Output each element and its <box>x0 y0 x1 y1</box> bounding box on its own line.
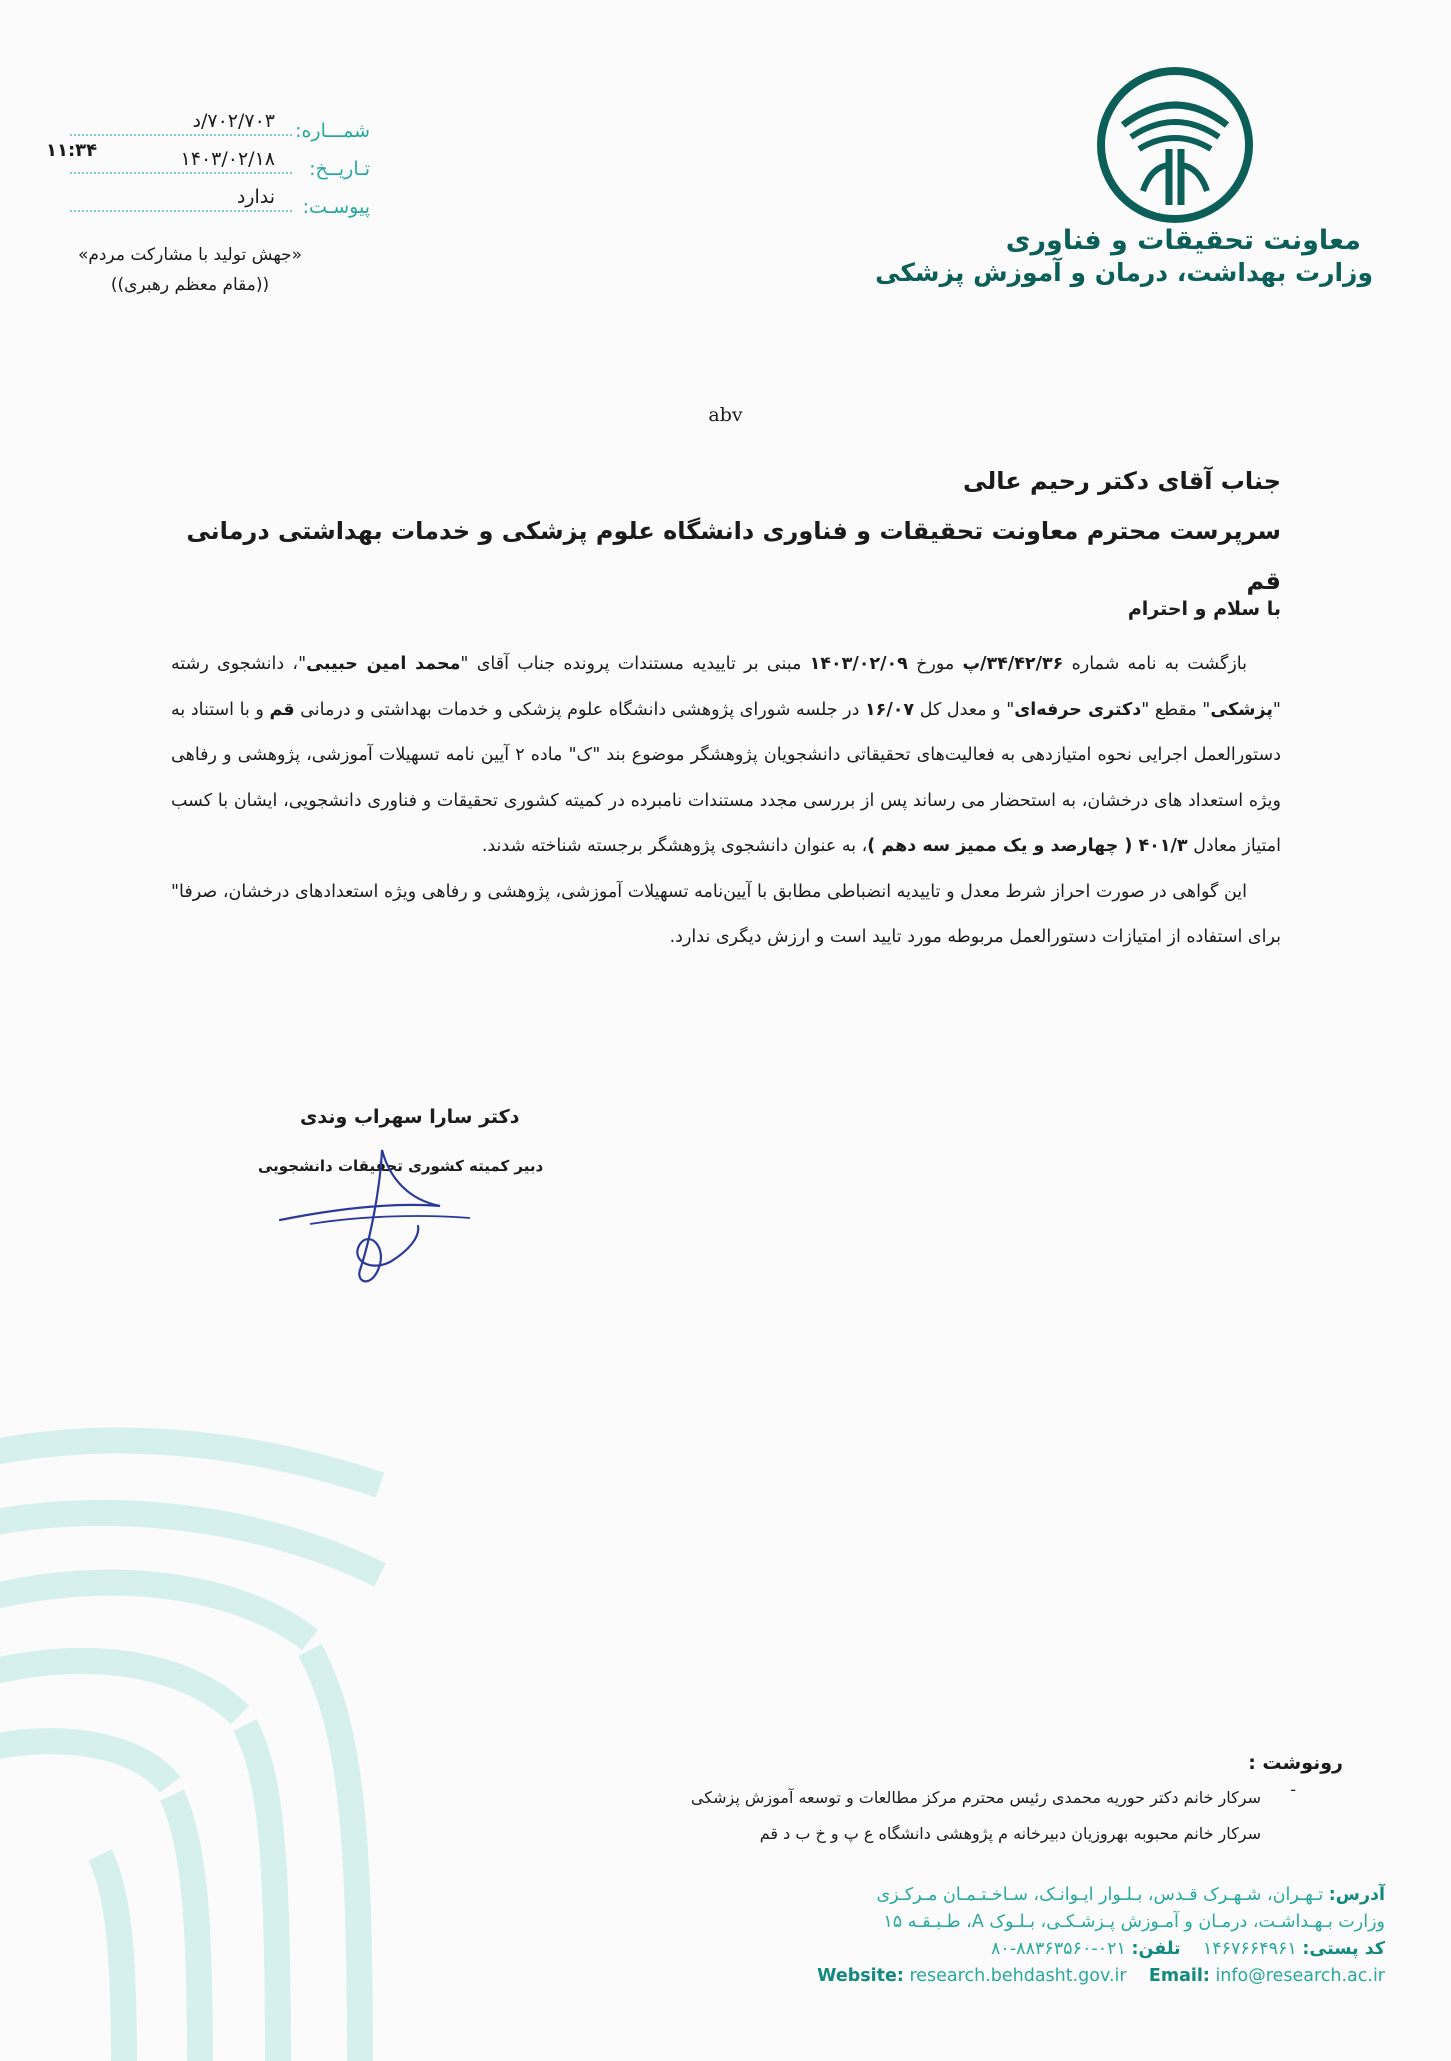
meta-attachment-row <box>70 186 370 222</box>
signer-title: دبیر کمیته کشوری تحقیقات دانشجویی <box>258 1157 544 1175</box>
body-city: قم <box>269 699 295 720</box>
meta-attachment-label: پیوسـت: <box>302 196 370 218</box>
meta-time-value: ۱۱:۳۴ <box>46 140 98 161</box>
meta-date-row <box>70 148 370 184</box>
slogan-line1: «جهش تولید با مشارکت مردم» <box>77 245 303 265</box>
body-text: و با استناد به دستورالعمل اجرایی نحوه امتیازدهی به فعالیت‌های تحقیقاتی دانشجویان پژوهشگر موضوع بند "ک" ماده ۲ آیین نامه تسهیلات آموزشی، پژوهشی و رفاهی ویژه استعداد های درخشان، به استحضار می رساند پس از بررسی مجدد مستندات نامبرده در کمیته کشوری تحقیقات و فناوری دانشجویی، ایشان با کسب امتیاز معادل <box>171 699 1281 856</box>
meta-attachment-value: ندارد <box>236 186 275 208</box>
cc-dash: - <box>1290 1780 1296 1799</box>
slogan <box>60 240 320 300</box>
email-link[interactable]: info@research.ac.ir <box>1209 1966 1385 1986</box>
slogan-line2: ((مقام معظم رهبری)) <box>110 275 270 295</box>
handwritten-signature <box>270 1140 510 1290</box>
body-text: ، به عنوان دانشجوی پژوهشگر برجسته شناخته شدند. <box>481 836 868 856</box>
footer <box>817 1882 1385 1990</box>
cc-item: سرکار خانم دکتر حوریه محمدی رئیس محترم مرکز مطالعات و توسعه آموزش پزشکی <box>690 1788 1261 1807</box>
addressee-title: سرپرست محترم معاونت تحقیقات و فناوری دانشگاه علوم پزشکی و خدمات بهداشتی درمانی قم <box>186 517 1281 595</box>
addressee <box>171 456 1281 606</box>
body-gpa: ۱۶/۰۷ <box>865 699 915 720</box>
footer-phone-value: ۰۲۱-۸۸۳۶۳۵۶۰-۸۰ <box>991 1939 1132 1959</box>
addressee-name: جناب آقای دکتر رحیم عالی <box>962 467 1281 495</box>
body-score: ۴۰۱/۳ ( چهارصد و یک ممیز سه دهم ) <box>867 836 1188 856</box>
footer-web-row <box>817 1963 1385 1990</box>
meta-dots <box>70 172 292 174</box>
body-field: پزشکی <box>1210 699 1273 720</box>
footer-website-label: Website: <box>817 1966 904 1986</box>
abv-marker: abv <box>708 404 743 426</box>
footer-email-label: Email: <box>1148 1966 1210 1986</box>
footer-address-label: آدرس: <box>1328 1885 1385 1905</box>
meta-date-value: ۱۴۰۳/۰۲/۱۸ <box>180 148 275 170</box>
cc-title: رونوشت : <box>1248 1752 1343 1774</box>
body-text: مورخ <box>907 654 963 674</box>
footer-postal-label: کد پستی: <box>1302 1939 1385 1959</box>
body-paragraph-2: این گواهی در صورت احراز شرط معدل و تاییدیه انضباطی مطابق با آیین‌نامه تسهیلات آموزشی، پژوهشی و رفاهی ویژه استعدادهای درخشان، صرفا" برای استفاده از امتیازات دستورالعمل مربوطه مورد تایید است و ارزش دیگری ندارد. <box>171 881 1281 947</box>
decorative-arcs <box>0 1425 420 2061</box>
footer-address-row-1 <box>817 1882 1385 1909</box>
letter-body <box>171 642 1281 961</box>
body-text: " مقطع " <box>1141 699 1211 720</box>
org-name-line2: وزارت بهداشت، درمان و آموزش پزشکی <box>875 258 1373 287</box>
body-text: مبنی بر تاییدیه مستندات پرونده جناب آقای " <box>460 654 810 674</box>
meta-date-label: تـاریــخ: <box>309 158 370 180</box>
footer-postal-value: ۱۴۶۷۶۶۴۹۶۱ <box>1202 1939 1303 1959</box>
body-text: " و معدل کل <box>914 699 1015 720</box>
ministry-logo <box>1095 65 1255 225</box>
body-text: "، دانشجوی رشته " <box>171 654 1281 720</box>
meta-dots <box>70 134 292 136</box>
cc-list <box>691 1780 1261 1852</box>
org-name-line1: معاونت تحقیقات و فناوری <box>1005 225 1361 256</box>
greeting: با سلام و احترام <box>1127 598 1281 620</box>
body-student-name: محمد امین حبیبی <box>306 654 461 674</box>
footer-address-line2: وزارت بـهـداشـت، درمـان و آمـوزش پـزشـکـی، بـلـوک A، طـبـقـه ۱۵ <box>883 1912 1385 1932</box>
body-degree: دکتری حرفه‌ای <box>1014 699 1142 720</box>
website-link[interactable]: research.behdasht.gov.ir <box>903 1966 1127 1986</box>
body-text: بازگشت به نامه شماره <box>1063 654 1247 674</box>
body-paragraph-1 <box>171 642 1281 870</box>
body-text: در جلسه شورای پژوهشی دانشگاه علوم پزشکی و خدمات بهداشتی و درمانی <box>294 699 865 720</box>
meta-number-row <box>70 110 370 146</box>
footer-phone-label: تلفن: <box>1131 1939 1181 1959</box>
meta-number-label: شمـــاره: <box>295 120 370 142</box>
footer-address-line1: تـهـران، شـهـرک قـدس، بـلـوار ایـوانـک، سـاخـتـمـان مـرکـزی <box>876 1885 1329 1905</box>
meta-number-value: ۷۰۲/۷۰۳/د <box>192 110 275 132</box>
footer-postal-row <box>817 1936 1385 1963</box>
signer-name: دکتر سارا سهراب وندی <box>300 1106 520 1128</box>
body-ref-date: ۱۴۰۳/۰۲/۰۹ <box>809 654 908 674</box>
body-ref-number: ۳۴/۴۲/۳۶/پ <box>962 654 1064 674</box>
meta-dots <box>70 210 292 212</box>
cc-item: سرکار خانم محبوبه بهروزیان دبیرخانه م پژوهشی دانشگاه ع پ و خ ب د قم <box>759 1824 1261 1843</box>
